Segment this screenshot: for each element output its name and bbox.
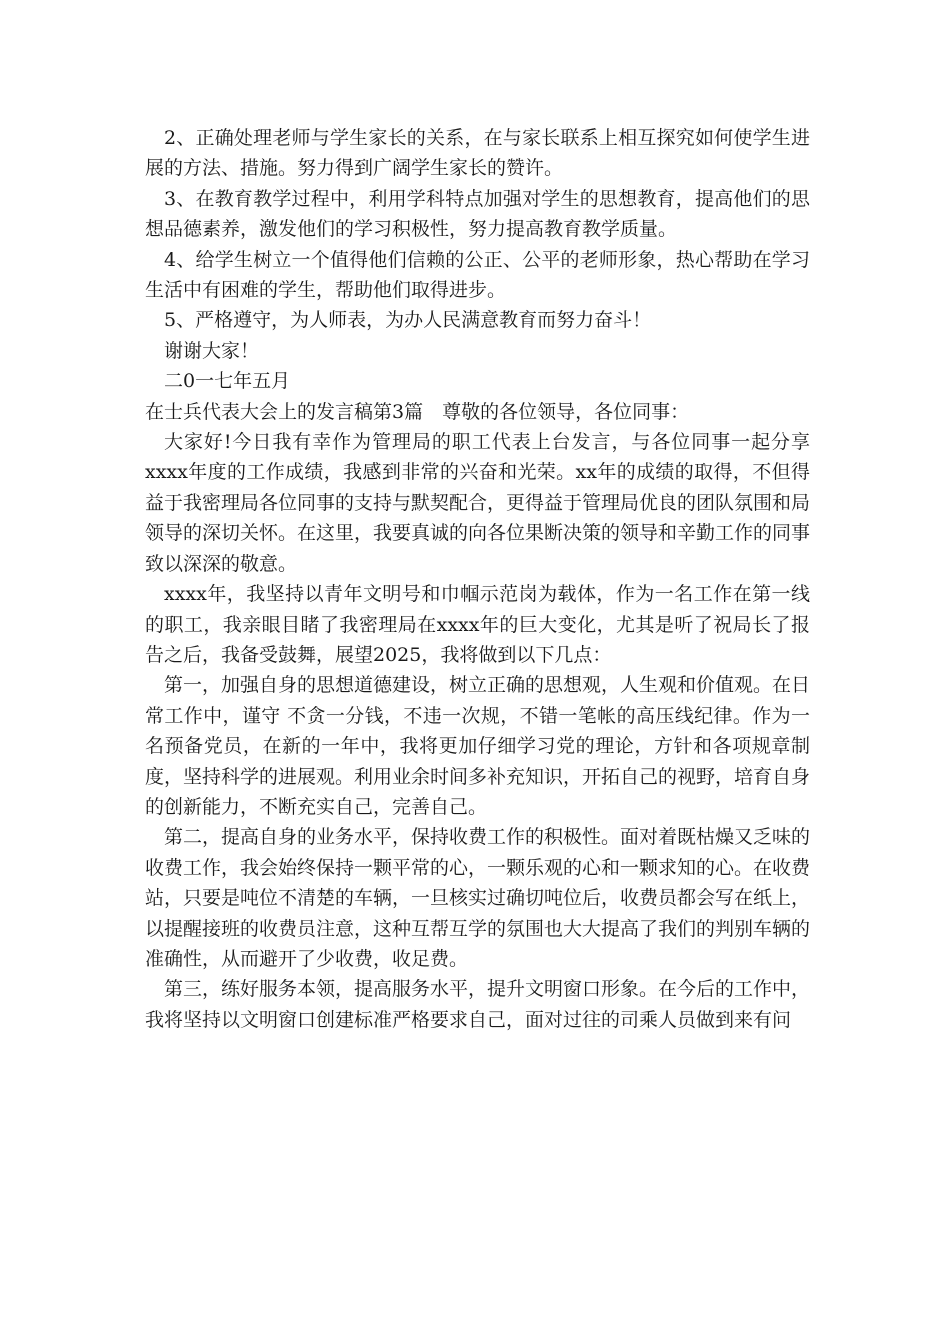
paragraph-point-two: 第二，提高自身的业务水平，保持收费工作的积极性。面对着既枯燥又乏味的收费工作，我会始终保持一颗平常的心，一颗乐观的心和一颗求知的心。在收费站，只要是吨位不清楚的车辆，一旦核实过确切吨位后，收费员都会写在纸上，以提醒接班的收费员注意，这种互帮互学的氛围也大大提高了我们的判别车辆的准确性，从而避开了少收费，收足费。 <box>145 826 811 970</box>
document-page <box>145 123 810 1035</box>
paragraph-item-4: 4、给学生树立一个值得他们信赖的公正、公平的老师形象，热心帮助在学习生活中有困难的学生，帮助他们取得进步。 <box>145 248 810 302</box>
date-line: 二0一七年五月 <box>164 370 291 393</box>
paragraph-greeting: 大家好!今日我有幸作为管理局的职工代表上台发言，与各位同事一起分享xxxx年度的工作成绩，我感到非常的兴奋和光荣。xx年的成绩的取得，不但得益于我密理局各位同事的支持与默契配合，更得益于管理局优良的团队氛围和局领导的深切关怀。在这里，我要真诚的向各位果断决策的领导和辛勤工作的同事致以深深的敬意。 <box>145 431 811 575</box>
closing-thanks: 谢谢大家！ <box>164 339 260 362</box>
paragraph-item-5: 5、严格遵守，为人师表，为办人民满意教育而努力奋斗！ <box>164 309 652 332</box>
paragraph-point-three: 第三，练好服务本领，提高服务水平，提升文明窗口形象。在今后的工作中，我将坚持以文明窗口创建标准严格要求自己，面对过往的司乘人员做到来有问 <box>145 978 811 1031</box>
paragraph-item-3: 3、在教育教学过程中，利用学科特点加强对学生的思想教育，提高他们的思想品德素养，激发他们的学习积极性，努力提高教育教学质量。 <box>145 187 810 241</box>
paragraph-item-2: 2、正确处理老师与学生家长的关系，在与家长联系上相互探究如何使学生进展的方法、措施。努力得到广阔学生家长的赞许。 <box>145 127 810 180</box>
paragraph-year-review: xxxx年，我坚持以青年文明号和巾帼示范岗为载体，作为一名工作在第一线的职工，我亲眼目睹了我密理局在xxxx年的巨大变化，尤其是听了祝局长了报告之后，我备受鼓舞，展望2025，我将做到以下几点： <box>145 583 810 666</box>
section-heading: 在士兵代表大会上的发言稿第3篇 尊敬的各位领导，各位同事： <box>145 400 690 423</box>
paragraph-point-one: 第一，加强自身的思想道德建设，树立正确的思想观，人生观和价值观。在日常工作中，谨守 不贪一分钱，不违一次规，不错一笔帐的高压线纪律。作为一名预备党员，在新的一年中，我将更加仔细学习党的理论，方针和各项规章制度，坚持科学的进展观。利用业余时间多补充知识，开拓自己的视野，培育自身的创新能力，不断充实自己，完善自己。 <box>145 674 811 818</box>
